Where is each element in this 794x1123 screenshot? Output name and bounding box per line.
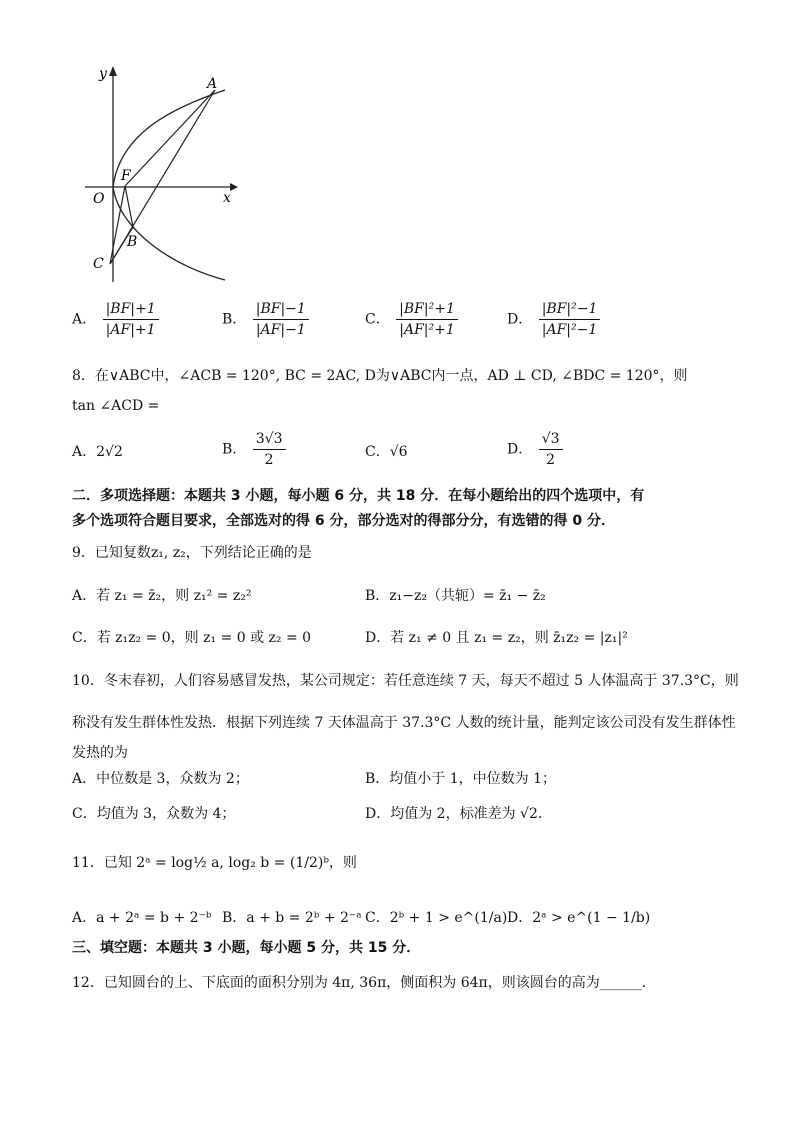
- q8-stem-line2: tan ∠ACD =: [72, 398, 160, 414]
- fig-label-o: O: [93, 191, 105, 207]
- q10-stem-line3: 发热的为: [72, 745, 128, 761]
- option-letter: A．: [72, 444, 97, 460]
- q10-option-b[interactable]: B．均值小于 1，中位数为 1；: [365, 771, 557, 787]
- q11-option-c[interactable]: C．2ᵇ + 1 > e^(1/a): [365, 910, 508, 926]
- q9-stem: 9．已知复数z₁, z₂，下列结论正确的是: [72, 545, 312, 561]
- q11-stem: 11．已知 2ᵃ = log½ a, log₂ b = (1/2)ᵇ，则: [72, 855, 357, 871]
- fraction-denominator: 2: [264, 452, 274, 468]
- q7-option-b[interactable]: [222, 300, 311, 339]
- q7-option-c[interactable]: [365, 300, 460, 339]
- fraction-numerator: 3√3: [253, 430, 286, 450]
- q12-stem: 12．已知圆台的上、下底面的面积分别为 4π, 36π，侧面积为 64π，则该圆台的高为______．: [72, 975, 656, 991]
- fraction-denominator: |AF|+1: [105, 322, 156, 338]
- parabola-figure: [85, 62, 245, 287]
- option-text: 2√2: [96, 444, 123, 460]
- option-letter: D．: [507, 311, 533, 328]
- option-letter: C．: [365, 311, 390, 328]
- fraction-numerator: √3: [539, 430, 563, 450]
- q11-option-a[interactable]: A．a + 2ᵃ = b + 2⁻ᵇ: [72, 910, 212, 926]
- q10-option-a[interactable]: A．中位数是 3，众数为 2；: [72, 771, 249, 787]
- fraction-denominator: 2: [546, 452, 556, 468]
- fraction-denominator: |AF|²−1: [541, 322, 598, 338]
- q9-option-b[interactable]: B．z₁−z₂（共轭）= z̄₁ − z̄₂: [365, 588, 546, 604]
- q11-option-d[interactable]: D．2ᵃ > e^(1 − 1/b): [507, 910, 651, 926]
- q8-option-b[interactable]: [222, 430, 288, 469]
- section2-heading-line2: 多个选项符合题目要求，全部选对的得 6 分，部分选对的得部分分，有选错的得 0 分．: [72, 513, 615, 529]
- fig-label-a: A: [207, 76, 218, 92]
- fraction-numerator: |BF|²+1: [396, 300, 458, 320]
- fig-label-y: y: [99, 66, 107, 82]
- q11-option-b[interactable]: B．a + b = 2ᵇ + 2⁻ᵃ: [222, 910, 362, 926]
- q10-option-d[interactable]: D．均值为 2，标准差为 √2．: [365, 806, 552, 822]
- option-letter: C．: [365, 444, 390, 460]
- fig-label-b: B: [127, 234, 138, 250]
- option-letter: B．: [222, 441, 247, 458]
- q9-option-d[interactable]: D．若 z₁ ≠ 0 且 z₁ = z₂，则 z̄₁z₂ = |z₁|²: [365, 630, 628, 646]
- q7-option-a[interactable]: [72, 300, 161, 339]
- q10-option-c[interactable]: C．均值为 3，众数为 4；: [72, 806, 236, 822]
- q9-option-a[interactable]: A．若 z₁ = z̄₂，则 z₁² = z₂²: [72, 588, 252, 604]
- section3-heading: 三、填空题：本题共 3 小题，每小题 5 分，共 15 分．: [72, 940, 421, 956]
- q10-stem-line1: 10．冬末春初，人们容易感冒发热，某公司规定：若任意连续 7 天，每天不超过 5 人体温高于 37.3°C，则: [72, 673, 739, 689]
- q10-stem-line2: 称没有发生群体性发热．根据下列连续 7 天体温高于 37.3°C 人数的统计量，能判定该公司没有发生群体性: [72, 715, 736, 731]
- q8-option-a[interactable]: [72, 441, 123, 461]
- fig-label-f: F: [121, 168, 131, 184]
- q8-option-c[interactable]: [365, 441, 408, 461]
- option-text: √6: [389, 444, 408, 460]
- q7-option-d[interactable]: [507, 300, 602, 339]
- fig-label-c: C: [93, 256, 104, 272]
- option-letter: D．: [507, 441, 533, 458]
- fraction-numerator: |BF|²−1: [539, 300, 601, 320]
- fraction-numerator: |BF|−1: [253, 300, 309, 320]
- fraction-denominator: |AF|²+1: [399, 322, 455, 338]
- option-letter: A．: [72, 311, 97, 328]
- option-letter: B．: [222, 311, 247, 328]
- q9-option-c[interactable]: C．若 z₁z₂ = 0，则 z₁ = 0 或 z₂ = 0: [72, 630, 312, 646]
- fraction-numerator: |BF|+1: [103, 300, 159, 320]
- fig-label-x: x: [223, 190, 231, 206]
- fraction-denominator: |AF|−1: [255, 322, 306, 338]
- section2-heading-line1: 二．多项选择题：本题共 3 小题，每小题 6 分，共 18 分．在每小题给出的四个选项中，有: [72, 488, 645, 504]
- q8-stem-line1: 8．在∨ABC中，∠ACB = 120°, BC = 2AC, D为∨ABC内一点，AD ⊥ CD, ∠BDC = 120°，则: [72, 368, 688, 384]
- q8-option-d[interactable]: [507, 430, 565, 469]
